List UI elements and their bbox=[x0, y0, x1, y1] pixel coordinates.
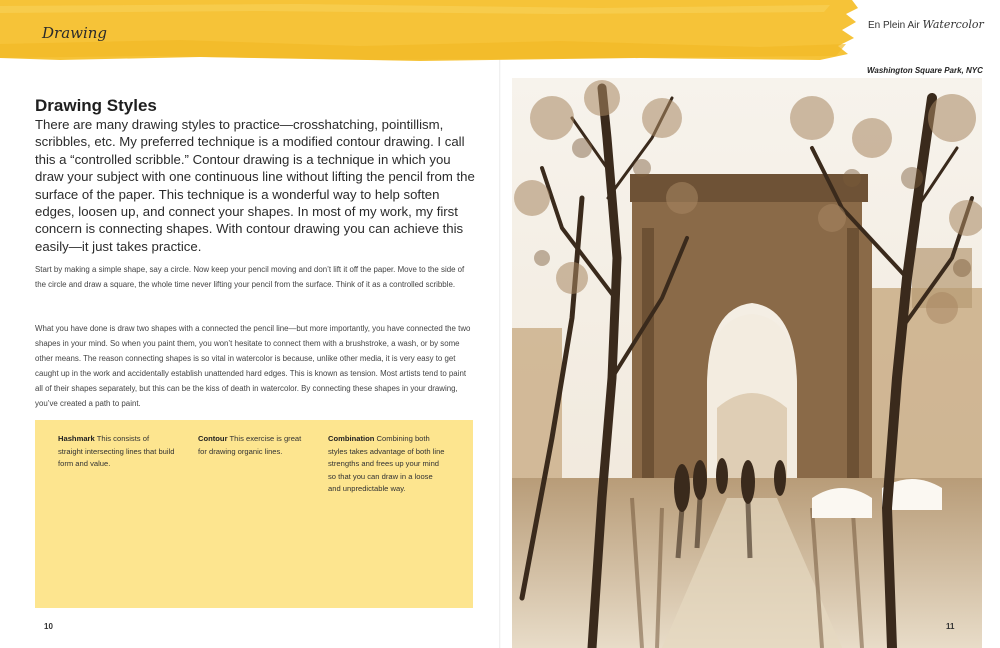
section-heading: Drawing Styles bbox=[35, 96, 157, 115]
sidebar-item-combination bbox=[328, 433, 446, 496]
sidebar-text: Combining both styles takes advantage of both line strengths and frees up your mind so that you can draw in a loose and unpredictable way. bbox=[328, 434, 445, 493]
sidebar-term: Combination bbox=[328, 434, 375, 443]
sidebar-item-hashmark bbox=[58, 433, 176, 471]
book-title-script: Watercolor bbox=[922, 18, 984, 31]
running-header bbox=[868, 18, 984, 31]
body-paragraph-1: Start by making a simple shape, say a circle. Now keep your pencil moving and don’t lift it off the paper. Move to the side of the circle and draw a square, the whole time never lifting your pencil from the surface. Think of it as a controlled scribble. bbox=[35, 265, 465, 289]
watercolor-painting bbox=[512, 78, 982, 648]
sidebar-item-contour bbox=[198, 433, 310, 458]
body-paragraph-2: What you have done is draw two shapes with a connected the pencil line—but more importantly, you have connected the two shapes in your mind. So when you paint them, you won’t hesitate to connect them with a brushstroke, a wash, or by some other means. The reason connecting shapes is so vital in watercolor is because, unlike other media, it is very easy to get caught up in the work and accidentally establish unattended hard edges. This is known as tension. Most artists tend to paint all of their shapes separately, but this can be the kiss of death in watercolor. By connecting these shapes in your drawing, you’ve created a path to paint. bbox=[35, 324, 471, 408]
sidebar-box bbox=[35, 420, 473, 608]
sidebar-text: This exercise is great for drawing organic lines. bbox=[198, 434, 302, 456]
book-title-plain: En Plein Air bbox=[868, 20, 920, 31]
brush-stroke-band bbox=[0, 0, 860, 62]
page-number-right: 11 bbox=[946, 622, 955, 631]
painting-caption: Washington Square Park, NYC bbox=[867, 66, 983, 75]
page-number-left: 10 bbox=[44, 622, 53, 631]
chapter-title: Drawing bbox=[42, 24, 108, 42]
sidebar-term: Contour bbox=[198, 434, 228, 443]
book-spine bbox=[499, 0, 501, 648]
intro-paragraph: There are many drawing styles to practice—crosshatching, pointillism, scribbles, etc. My preferred technique is a modified contour drawing. I call this a “controlled scribble.” Contour drawing is a technique in which you draw your subject with one continuous line without lifting the pencil from the surface of the paper. This technique is a wonderful way to help soften edges, loosen up, and connect your shapes. In most of my work, my first concern is connecting shapes. With contour drawing you can achieve this easily—it just takes practice. bbox=[35, 117, 475, 254]
sidebar-term: Hashmark bbox=[58, 434, 95, 443]
sidebar-text: This consists of straight intersecting lines that build form and value. bbox=[58, 434, 175, 468]
